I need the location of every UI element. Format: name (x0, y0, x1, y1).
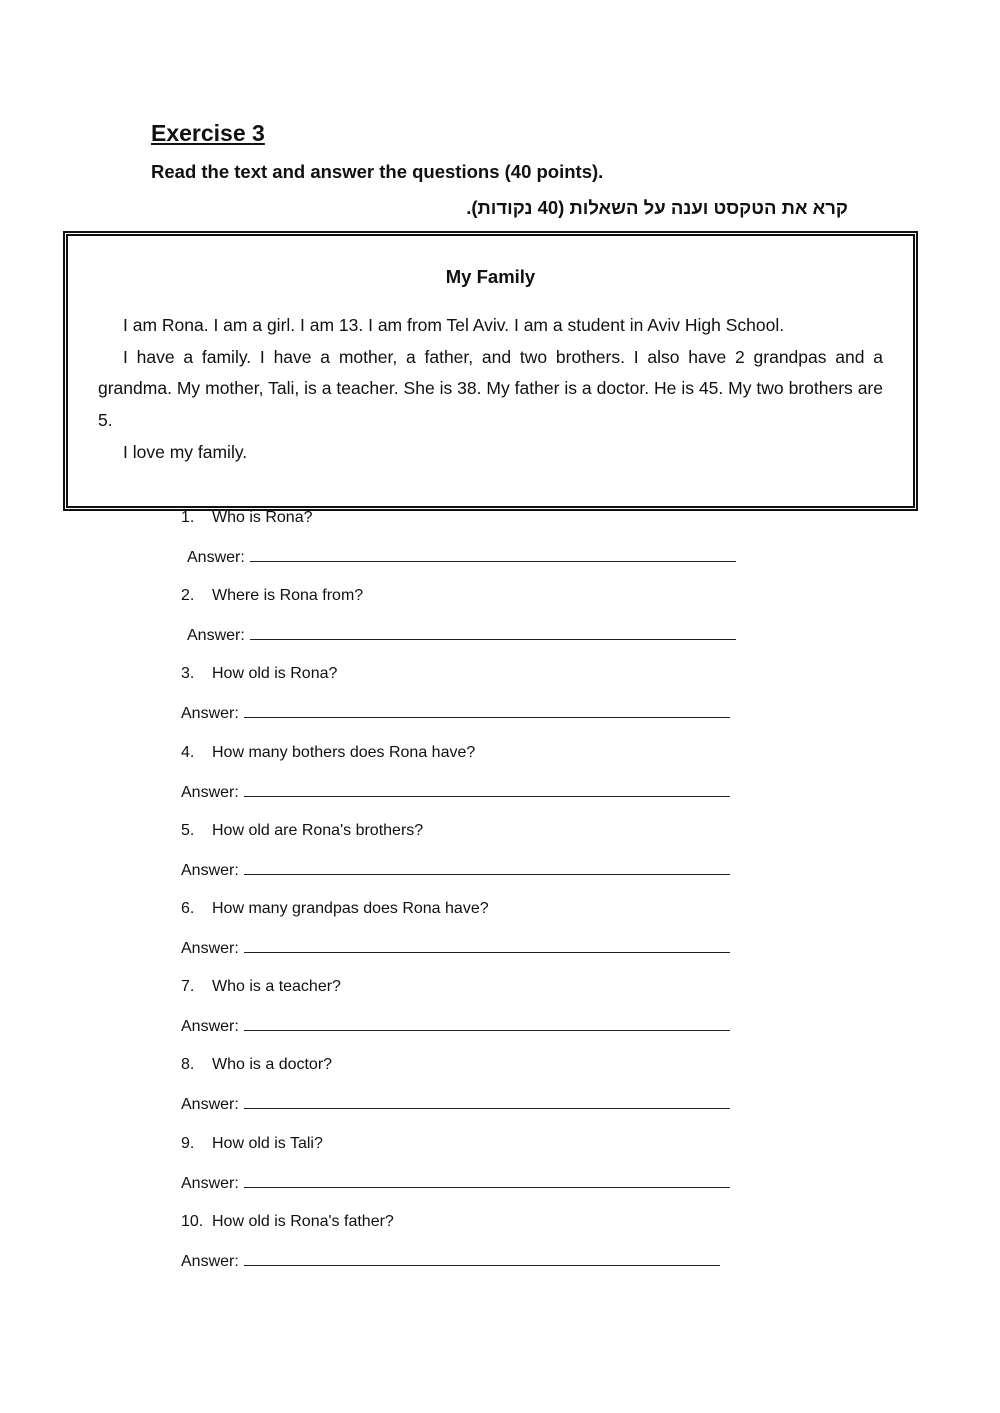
question-prompt: How old is Rona? (212, 665, 338, 683)
exercise-title: Exercise 3 (151, 120, 265, 146)
answer-row (181, 1172, 730, 1195)
question-text (181, 820, 423, 842)
answer-label: Answer: (187, 627, 245, 645)
question-number: 2. (181, 587, 195, 605)
question-text (181, 1054, 332, 1076)
question-prompt: Who is Rona? (212, 509, 313, 526)
question-number: 9. (181, 1134, 195, 1152)
question-number: 10. (181, 1212, 204, 1230)
question-text (181, 663, 337, 685)
answer-label: Answer: (181, 939, 239, 957)
instruction-hebrew: קרא את הטקסט וענה על השאלות (40 נקודות). (466, 197, 848, 218)
question-prompt: How many grandpas does Rona have? (212, 899, 489, 917)
answer-blank[interactable] (250, 624, 736, 640)
question-text (181, 507, 313, 529)
question-number: 6. (181, 899, 195, 917)
answer-label: Answer: (181, 705, 239, 723)
answer-blank[interactable] (244, 859, 730, 875)
question-text (181, 585, 363, 607)
answer-blank[interactable] (244, 1172, 730, 1188)
question-item (181, 742, 781, 820)
passage-title: My Family (445, 266, 536, 287)
answer-label: Answer: (181, 1174, 239, 1192)
answer-row (181, 1015, 730, 1038)
question-item (181, 663, 781, 741)
answer-blank[interactable] (244, 781, 730, 797)
passage-paragraph: I am Rona. I am a girl. I am 13. I am from Tel Aviv. I am a student in Aviv High School. (123, 315, 785, 335)
answer-row (187, 624, 736, 647)
question-item (181, 976, 781, 1054)
question-item (181, 1054, 781, 1132)
question-item (181, 898, 781, 976)
question-prompt: Who is a doctor? (212, 1056, 333, 1074)
question-item (181, 507, 781, 585)
question-number: 8. (181, 1056, 195, 1074)
answer-label: Answer: (181, 1096, 239, 1114)
answer-blank[interactable] (244, 1093, 730, 1109)
passage-paragraph: I have a family. I have a mother, a father, and two brothers. I also have 2 grandpas and a grandma. My mother, Tali, is a teacher. She is 38. My father is a doctor. He is 45. My two brothers are 5. (98, 346, 883, 431)
answer-row (181, 1250, 720, 1273)
answer-row (181, 781, 730, 804)
answer-blank[interactable] (244, 1015, 730, 1031)
answer-label: Answer: (181, 1018, 239, 1036)
question-prompt: How old is Rona's father? (212, 1212, 394, 1230)
instruction-english: Read the text and answer the questions (40 points). (151, 161, 604, 182)
question-number: 7. (181, 978, 195, 996)
answer-row (181, 702, 730, 725)
answer-row (187, 546, 736, 569)
question-prompt: Who is a teacher? (212, 978, 341, 996)
question-text (181, 1133, 323, 1155)
question-text (181, 742, 475, 764)
question-number: 5. (181, 821, 195, 839)
answer-blank[interactable] (244, 702, 730, 718)
question-item (181, 585, 781, 663)
question-list (181, 507, 781, 1289)
question-text (181, 1211, 394, 1233)
question-number: 3. (181, 665, 195, 683)
question-number: 4. (181, 743, 195, 761)
answer-label: Answer: (187, 549, 245, 566)
passage-body (98, 310, 883, 469)
question-prompt: How many bothers does Rona have? (212, 743, 476, 761)
question-item (181, 1133, 781, 1211)
answer-row (181, 937, 730, 960)
answer-row (181, 1093, 730, 1116)
question-item (181, 820, 781, 898)
question-prompt: Where is Rona from? (212, 587, 364, 605)
question-item (181, 1211, 781, 1289)
question-prompt: How old are Rona's brothers? (212, 821, 424, 839)
answer-label: Answer: (181, 1252, 239, 1270)
answer-label: Answer: (181, 783, 239, 801)
question-number: 1. (181, 509, 195, 526)
question-prompt: How old is Tali? (212, 1134, 323, 1152)
answer-blank[interactable] (250, 546, 736, 562)
reading-passage-box (63, 231, 918, 511)
question-text (181, 898, 489, 920)
question-text (181, 976, 341, 998)
answer-row (181, 859, 730, 882)
answer-blank[interactable] (244, 937, 730, 953)
passage-paragraph: I love my family. (123, 441, 248, 462)
answer-label: Answer: (181, 861, 239, 879)
answer-blank[interactable] (244, 1250, 720, 1266)
